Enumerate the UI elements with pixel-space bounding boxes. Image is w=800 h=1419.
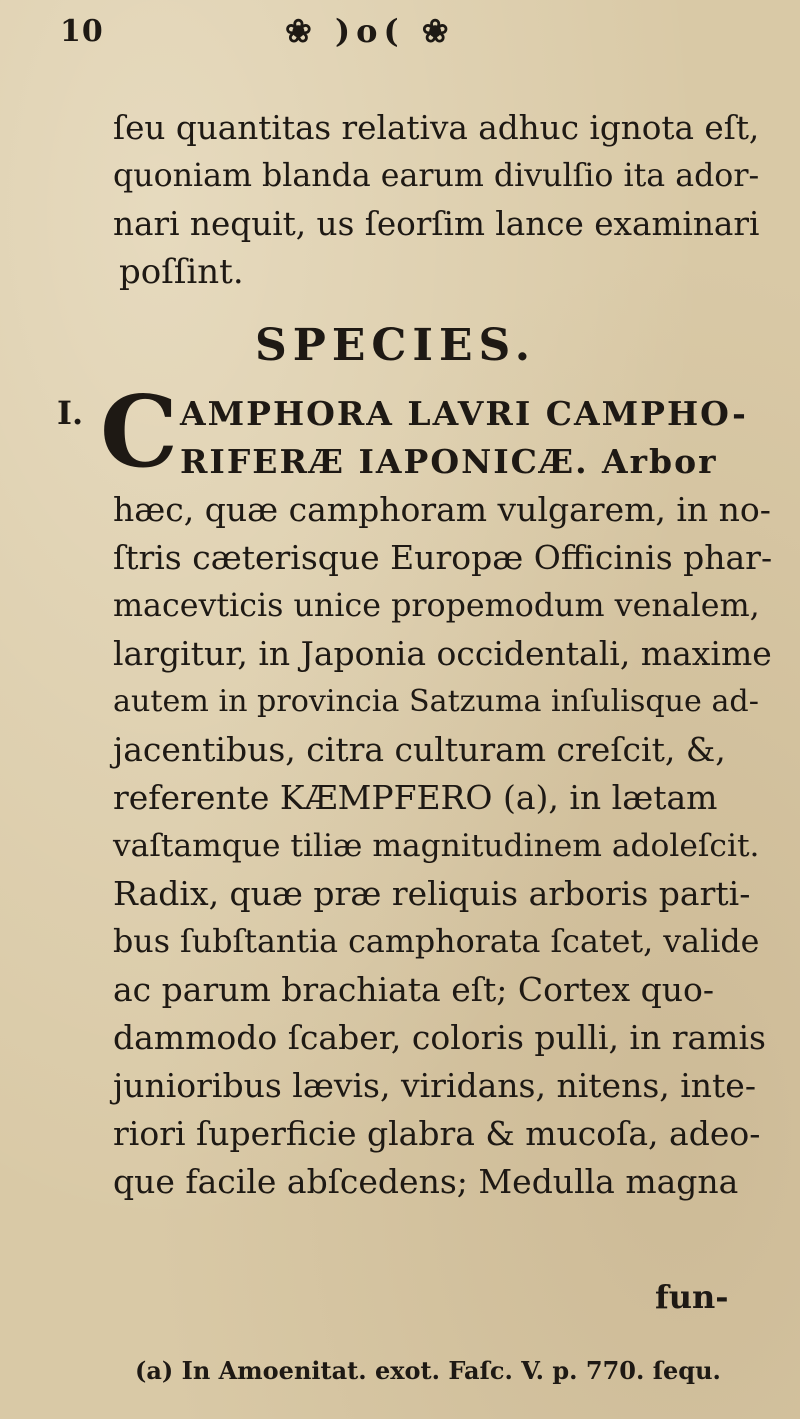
text-line: dammodo ſcaber, coloris pulli, in ramis [113, 1018, 766, 1057]
text-line: jacentibus, citra culturam creſcit, &, [113, 730, 726, 769]
section-heading: SPECIES. [255, 320, 537, 371]
text-line: vaſtamque tiliæ magnitudinem adoleſcit. [113, 828, 760, 864]
header-ornament: ❀ )o( ❀ [285, 12, 455, 50]
page-header [60, 12, 580, 52]
text-line: hæc, quæ camphoram vulgarem, in no- [113, 490, 771, 529]
text-line: riori ſuperficie glabra & mucoſa, adeo- [113, 1114, 761, 1153]
entry-number: I. [57, 394, 84, 432]
text-line: poſſint. [119, 252, 244, 292]
text-line: nari nequit, us ſeorſim lance examinari [113, 205, 760, 243]
text-line: AMPHORA LAVRI CAMPHO- [180, 394, 748, 433]
text-line: bus ſubſtantia camphorata ſcatet, valide [113, 924, 760, 960]
page-number: 10 [60, 14, 104, 49]
text-line: macevticis unice propemodum venalem, [113, 588, 760, 624]
footnote: (a) In Amoenitat. exot. Faſc. V. p. 770. ſequ. [135, 1356, 721, 1385]
text-line: quoniam blanda earum divulſio ita ador- [113, 158, 760, 194]
text-line: autem in provincia Satzuma inſulisque ad- [113, 684, 759, 719]
text-line: ac parum brachiata eſt; Cortex quo- [113, 970, 715, 1009]
drop-cap: C [100, 375, 178, 490]
text-line: referente KÆMPFERO (a), in lætam [113, 778, 718, 817]
text-line: ſeu quantitas relativa adhuc ignota eſt, [113, 109, 760, 147]
entry-title-line-1 [180, 390, 780, 438]
entry-body [113, 486, 773, 1206]
text-line: largitur, in Japonia occidentali, maxime [113, 634, 772, 673]
text-line: junioribus lævis, viridans, nitens, inte- [113, 1066, 756, 1105]
intro-paragraph [113, 104, 773, 296]
text-line: que facile abſcedens; Medulla magna [113, 1162, 739, 1201]
entry-title-line-2 [180, 438, 780, 486]
text-line: ſtris cæterisque Europæ Officinis phar- [113, 538, 773, 577]
text-line: Radix, quæ præ reliquis arboris parti- [113, 874, 751, 913]
text-line: RIFERÆ IAPONICÆ. Arbor [180, 442, 718, 481]
catchword: fun- [655, 1278, 729, 1316]
